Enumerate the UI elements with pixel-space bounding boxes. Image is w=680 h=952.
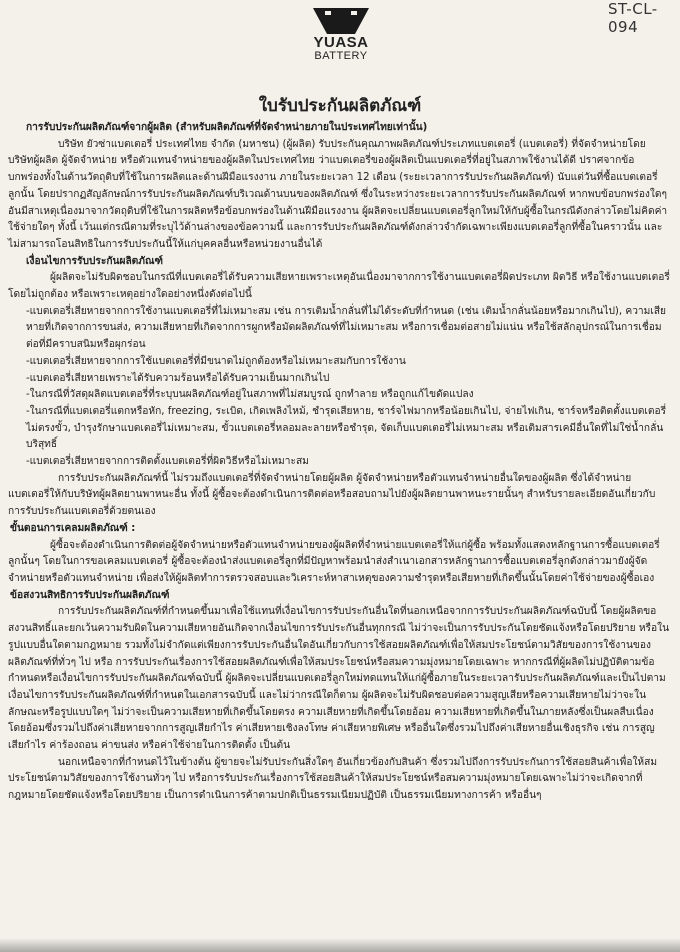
claim-heading: ขั้นตอนการเคลมผลิตภัณฑ์ :: [10, 522, 136, 534]
claim-paragraph: ผู้ซื้อจะต้องดำเนินการติดต่อผู้จัดจำหน่ายหรือตัวแทนจำหน่ายของผู้ผลิตที่จำหน่ายแบตเตอรี่ให้แก่ผู้ซื้อ พร้อมทั้งแสดงหลักฐานการซื้อแบตเตอรี่ลูกนั้นๆ โดยในการขอเคลมแบตเตอรี่ ผู้ซื้อจะต้องนำส่งแบตเตอรี่ลูกที่มีปัญหาพร้อมนำส่งสำเนาเอกสารหลักฐานการซื้อแบตเตอรี่ลูกดังกล่าวมายังผู้จัดจำหน่ายหรือตัวแทนจำหน่าย เพื่อส่งให้ผู้ผลิตทำการตรวจสอบและวิเคราะห์หาสาเหตุของความชำรุดหรือเสียหายที่เกิดขึ้นนั้นโดยค่าใช้จ่ายของผู้ซื้อเอง: [8, 539, 660, 584]
limitation-paragraph-1: การรับประกันผลิตภัณฑ์ที่กำหนดขึ้นมาเพื่อใช้แทนที่เงื่อนไขการรับประกันอื่นใดที่นอกเหนือจากการรับประกันผลิตภัณฑ์ฉบับนี้ โดยผู้ผลิตขอสงวนสิทธิ์และยกเว้นความรับผิดในความเสียหายอันเกิดจากเงื่อนไขการรับประกันอื่นทุกกรณี ไม่ว่าจะเป็นการรับประกันโดยชัดแจ้งหรือโดยปริยาย หรือในรูปแบบอื่นใดตามกฎหมาย รวมทั้งไม่จำกัดแต่เพียงการรับประกันอื่นใดอันเกี่ยวกับการใช้สอยผลิตภัณฑ์เพื่อให้สมประโยชน์ตามวิสัยของการใช้งานของผลิตภัณฑ์ที่ทั่วๆ ไป หรือ การรับประกันเรื่องการใช้สอยผลิตภัณฑ์เพื่อให้สมประโยชน์หรือสมความมุ่งหมายโดยเฉพาะ หากกรณีที่ผู้ผลิตไม่ปฏิบัติตามข้อกำหนดหรือเงื่อนไขการรับประกันผลิตภัณฑ์ฉบับนี้ ผู้ผลิตจะเปลี่ยนแบตเตอรี่ลูกใหม่ทดแทนให้แก่ผู้ซื้อภายในระยะเวลารับประกันผลิตภัณฑ์และเป็นไปตามเงื่อนไขการรับประกันผลิตภัณฑ์ที่กำหนดในเอกสารฉบับนี้ และไม่ว่ากรณีใดก็ตาม ผู้ผลิตจะไม่รับผิดชอบต่อความสูญเสียหรือความเสียหายไม่ว่าจะในลักษณะหรือรูปแบบใดๆ ไม่ว่าจะเป็นความเสียหายที่เกิดขึ้นโดยตรง ความเสียหายที่เกิดขึ้นโดยอ้อม ความเสียหายที่เกิดขึ้นในภายหลังซึ่งเป็นผลสืบเนื่องโดยอ้อมซึ่งรวมไปถึงค่าเสียหายจากการสูญเสียกำไร ค่าเสียหายเชิงลงโทษ ค่าเสียหายพิเศษ หรืออื่นใดซึ่งรวมไปถึงค่าเสียหายอื่นเชิงธุรกิจ เช่น การสูญเสียกำไร ค่าร้องถอน ค่าขนส่ง หรือค่าใช้จ่ายในการติดตั้ง เป็นต้น: [8, 606, 670, 752]
conditions-note: การรับประกันผลิตภัณฑ์นี้ ไม่รวมถึงแบตเตอรี่ที่จัดจำหน่ายโดยผู้ผลิต ผู้จัดจำหน่ายหรือตัวแทนจำหน่ายอื่นใดของผู้ผลิต ซึ่งได้จำหน่ายแบตเตอรี่ให้กับบริษัทผู้ผลิตยานพาหนะอื่น ทั้งนี้ ผู้ซื้อจะต้องดำเนินการติดต่อหรือสอบถามไปยังผู้ผลิตยานพาหนะรายนั้นๆ สำหรับรายละเอียดอันเกี่ยวกับการรับประกันแบตเตอรี่ด้วยตนเอง: [8, 472, 656, 518]
warranty-content: [8, 120, 670, 805]
conditions-item: -แบตเตอรี่เสียหายจากการใช้แบตเตอรี่ที่มีขนาดไม่ถูกต้องหรือไม่เหมาะสมกับการใช้งาน: [26, 355, 406, 367]
conditions-heading: เงื่อนไขการรับประกันผลิตภัณฑ์: [26, 255, 163, 267]
conditions-item: -ในกรณีที่แบตเตอรี่แตกหรือหัก, freezing, ระเบิด, เกิดเพลิงไหม้, ชำรุดเสียหาย, ชาร์จไฟมากหรือน้อยเกินไป, จ่ายไฟเกิน, ชาร์จหรือติดตั้งแบตเตอรี่ไม่ตรงขั้ว, บำรุงรักษาแบตเตอรี่ไม่เหมาะสม, ขั้วแบตเตอรี่หลอมละลายหรือชำรุด, จัดเก็บแบตเตอรี่ไม่เหมาะสม หรือเติมสารเคมีอื่นใดที่ไม่ใช่น้ำกลั่นบริสุทธิ์: [26, 405, 667, 451]
intro-heading: การรับประกันผลิตภัณฑ์จากผู้ผลิต (สำหรับผลิตภัณฑ์ที่จัดจำหน่ายภายในประเทศไทยเท่านั้น): [26, 122, 428, 133]
document-title: ใบรับประกันผลิตภัณฑ์: [258, 96, 422, 116]
document-code: ST-CL-094: [608, 0, 658, 36]
logo-subtitle: BATTERY: [314, 50, 368, 62]
conditions-intro: ผู้ผลิตจะไม่รับผิดชอบในกรณีที่แบตเตอรี่ได้รับความเสียหายเพราะเหตุอันเนื่องมาจากการใช้งานแบตเตอรี่ผิดประเภท ผิดวิธี หรือใช้งานแบตเตอรี่โดยไม่ถูกต้อง หรือเพราะเหตุอย่างใดอย่างหนึ่งดังต่อไปนี้: [8, 272, 670, 301]
intro-paragraph: บริษัท ยัวซ่าแบตเตอรี่ ประเทศไทย จำกัด (มหาชน) (ผู้ผลิต) รับประกันคุณภาพผลิตภัณฑ์ประเภทแบตเตอรี่ (แบตเตอรี่) ที่จัดจำหน่ายโดยบริษัทผู้ผลิต ผู้จัดจำหน่าย หรือตัวแทนจำหน่ายของผู้ผลิตในประเทศไทย ว่าแบตเตอรี่ของผู้ผลิตเป็นแบตเตอรี่ที่อยู่ในสภาพใช้งานได้ดี ปราศจากข้อบกพร่องทั้งในด้านวัตถุดิบที่ใช้ในการผลิตและด้านฝีมือแรงงาน ภายในระยะเวลา 12 เดือน (ระยะเวลาการรับประกันผลิตภัณฑ์) นับแต่วันที่ซื้อแบตเตอรี่ลูกนั้น โดยปรากฏสัญลักษณ์การรับประกันผลิตภัณฑ์บริเวณด้านบนของผลิตภัณฑ์ ซึ่งในระหว่างระยะเวลาการรับประกันผลิตภัณฑ์ หากพบข้อบกพร่องใดๆ อันมีสาเหตุเนื่องมาจากวัตถุดิบที่ใช้ในการผลิตหรือข้อบกพร่องในด้านฝีมือแรงงาน ผู้ผลิตจะเปลี่ยนแบตเตอรี่ลูกใหม่ให้กับผู้ซื้อในกรณีดังกล่าวโดยไม่คิดค่าใช้จ่ายใดๆ ทั้งนี้ เว้นแต่กรณีตามที่ระบุไว้ด้านล่างของข้อความนี้ และการรับประกันผลิตภัณฑ์ดังกล่าวจำกัดเฉพาะเพียงแบตเตอรี่ลูกที่ซื้อในคราวนั้น และไม่สามารถโอนสิทธิในการรับประกันนี้ให้แก่บุคคลอื่นหรือหน่วยงานอื่นได้: [8, 138, 668, 250]
limitation-heading: ข้อสงวนสิทธิการรับประกันผลิตภัณฑ์: [10, 589, 170, 601]
conditions-item: -แบตเตอรี่เสียหายเพราะได้รับความร้อนหรือได้รับความเย็นมากเกินไป: [26, 372, 330, 384]
battery-emblem-icon: [311, 6, 371, 36]
logo-name: YUASA: [313, 34, 369, 51]
conditions-item: -แบตเตอรี่เสียหายจากการติดตั้งแบตเตอรี่ที่ผิดวิธีหรือไม่เหมาะสม: [26, 456, 309, 468]
conditions-item: -แบตเตอรี่เสียหายจากการใช้งานแบตเตอรี่ที่ไม่เหมาะสม เช่น การเติมน้ำกลั่นที่ไม่ได้ระดับที่กำหนด (เช่น เติมน้ำกลั่นน้อยหรือมากเกินไป), ความเสียหายที่เกิดจากการขนส่ง, ความเสียหายที่เกิดจากการผูกหรือมัดผลิตภัณฑ์ที่ไม่เหมาะสม หรือการเชื่อมต่อสายไม่แน่น หรือใช้สลักอุปกรณ์ในการเชื่อมต่อที่มีคราบสนิมหรือผุกร่อน: [26, 305, 667, 351]
conditions-item: -ในกรณีที่วัสดุผลิตแบตเตอรี่ที่ระบุบนผลิตภัณฑ์อยู่ในสภาพที่ไม่สมบูรณ์ ถูกทำลาย หรือถูกแก้ไขดัดแปลง: [26, 389, 474, 401]
yuasa-logo: [302, 6, 380, 62]
scan-shadow: [0, 938, 680, 952]
limitation-paragraph-2: นอกเหนือจากที่กำหนดไว้ในข้างต้น ผู้ขายจะไม่รับประกันสิ่งใดๆ อันเกี่ยวข้องกับสินค้า ซึ่งรวมไปถึงการรับประกันการใช้สอยสินค้าเพื่อให้สมประโยชน์ตามวิสัยของการใช้งานทั่วๆ ไป หรือการรับประกันเรื่องการใช้สอยสินค้าให้สมประโยชน์หรือสมความมุ่งหมายโดยเฉพาะไม่ว่าจะเกิดจากที่กฎหมายโดยชัดแจ้งหรือโดยปริยาย เป็นการดำเนินการค้าตามปกติเป็นธรรมเนียมปฏิบัติ เป็นธรรมเนียมทางการค้า หรืออื่นๆ: [8, 756, 658, 802]
